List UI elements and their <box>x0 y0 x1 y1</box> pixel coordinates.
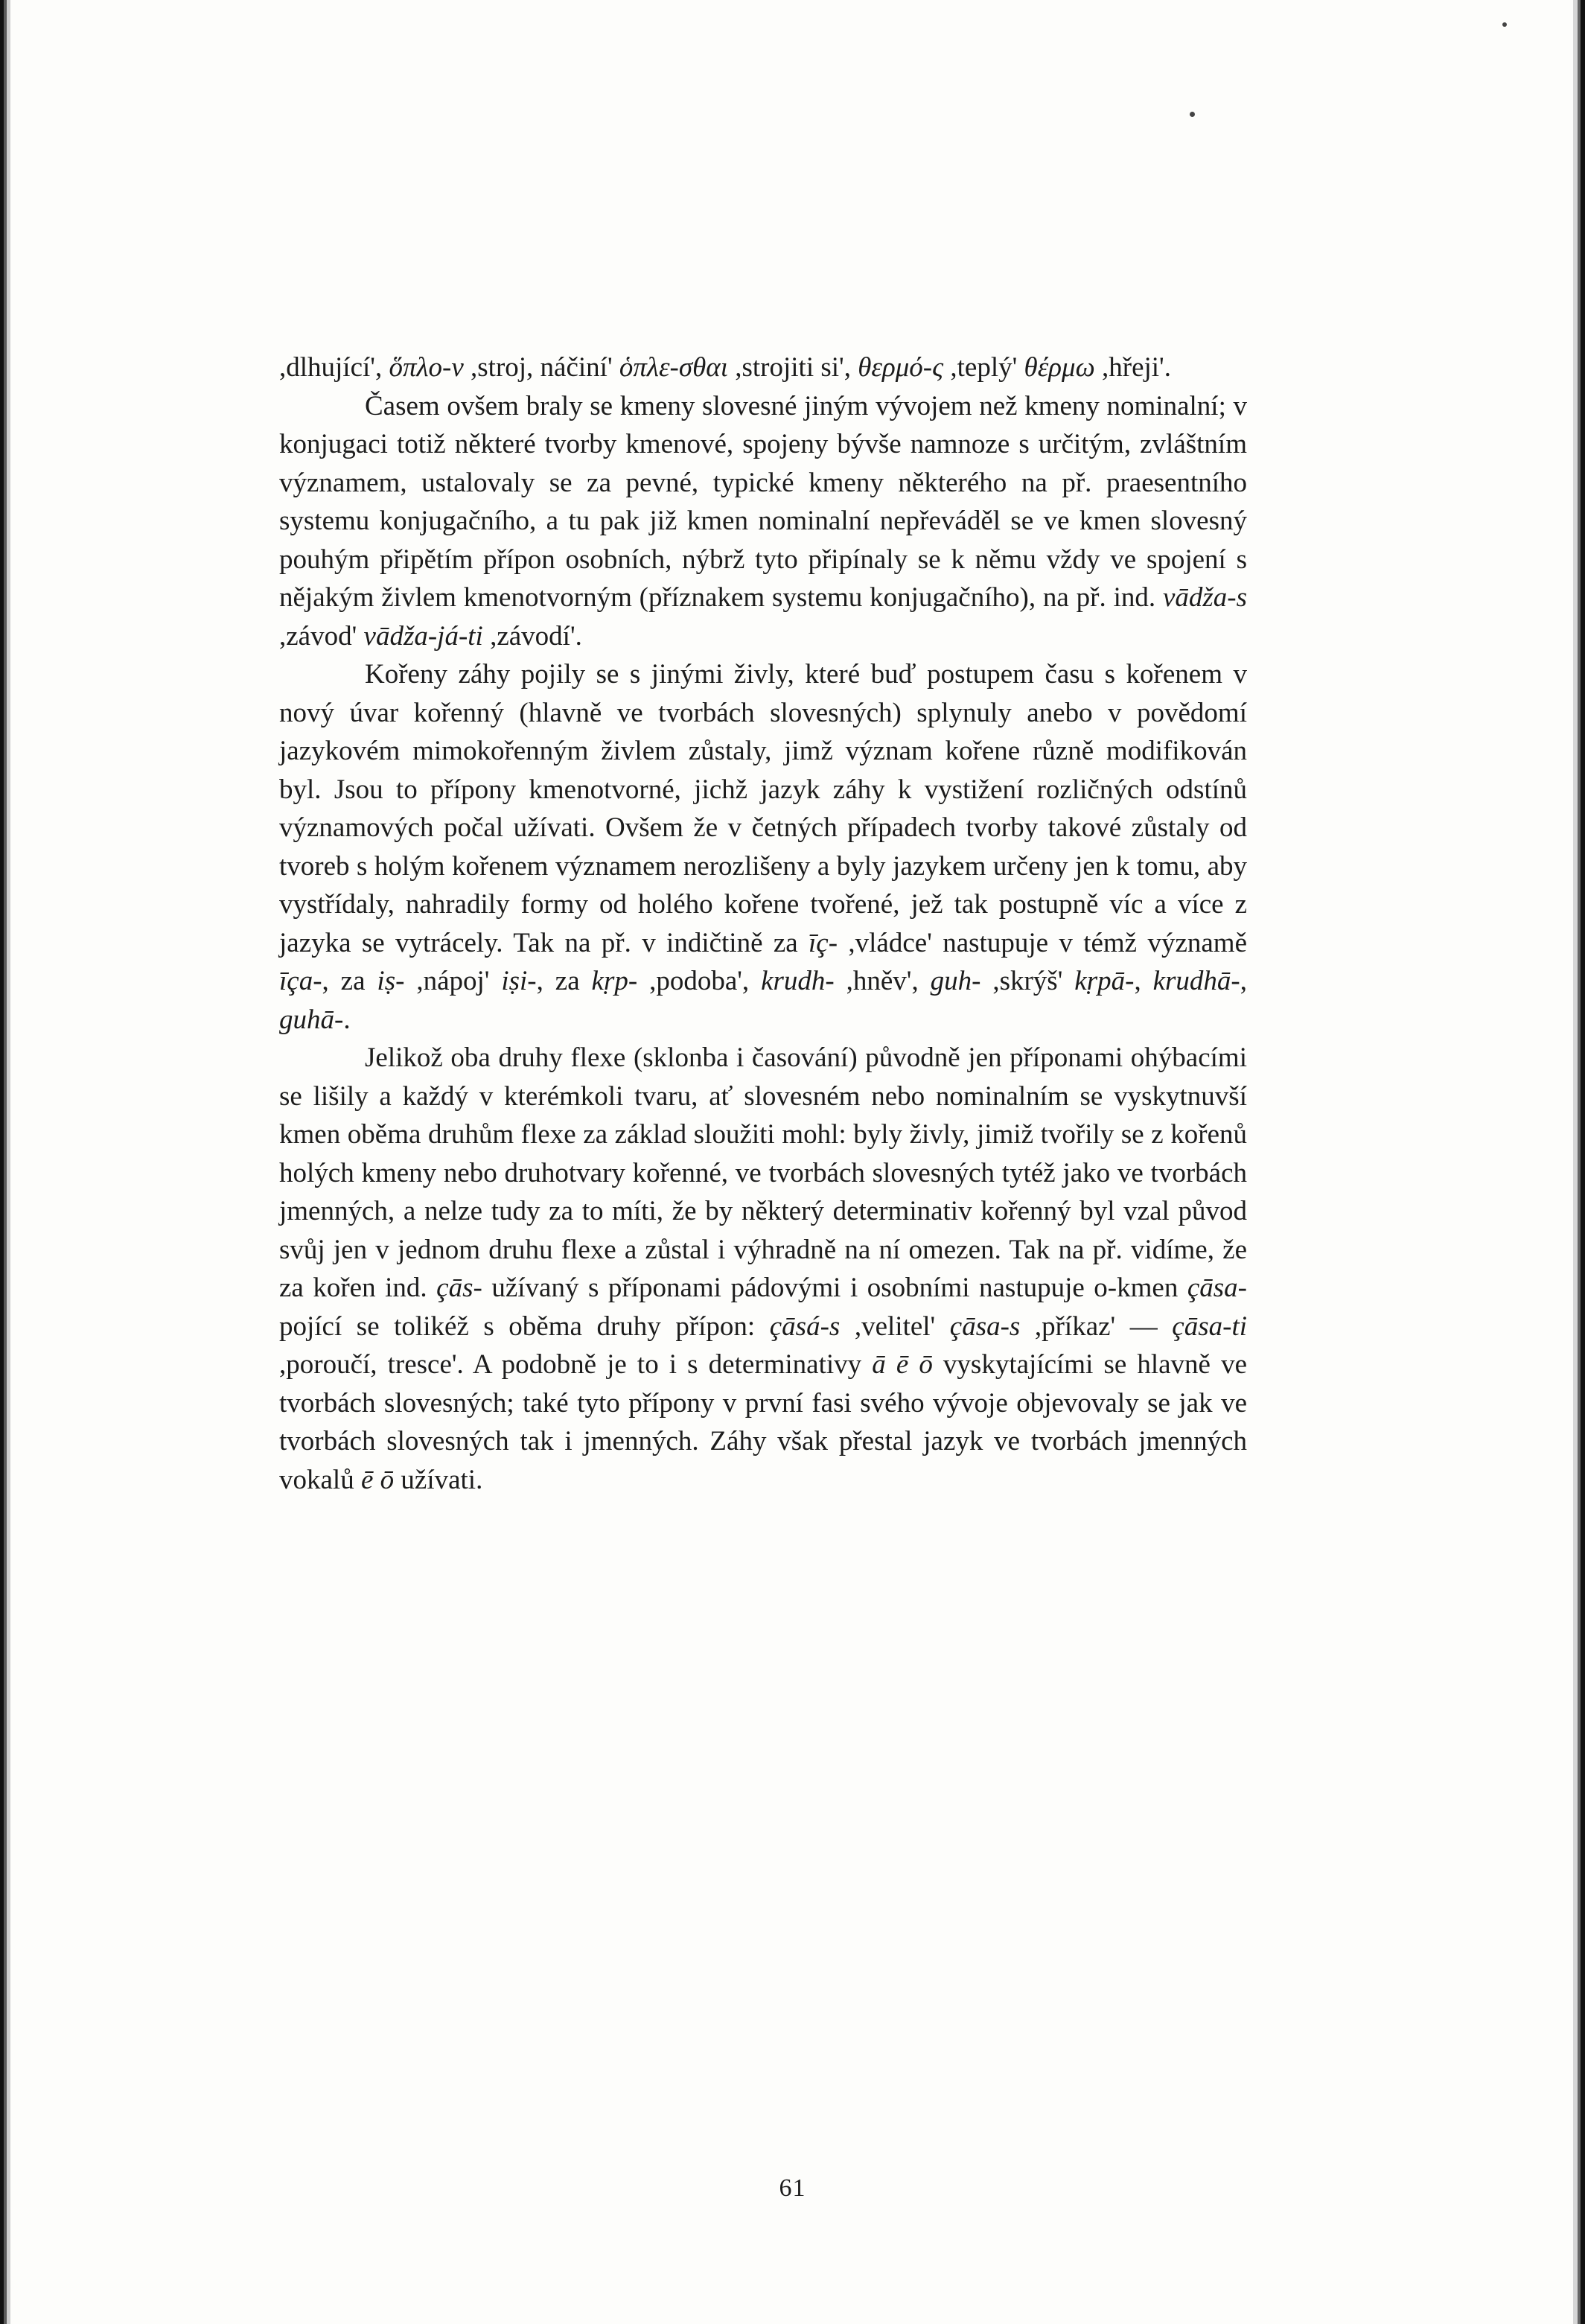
italic-term: ā ē ō <box>872 1349 933 1380</box>
paragraph: Jelikož oba druhy flexe (sklonba i časování) původně jen příponami ohýbacími se lišily a každý v kterémkoli tvaru, ať slovesném nebo nominalním se vyskytnuvší kmen oběma druhům flexe za základ sloužiti mohl: byly živly, jimiž tvořily se z kořenů holých kmeny nebo druhotvary kořenné, ve tvorbách slovesných tytéž jako ve tvorbách jmenných, a nelze tudy za to míti, že by některý determinativ kořenný byl vzal původ svůj jen v jednom druhu flexe a zůstal i výhradně na ní omezen. Tak na př. vidíme, že za kořen ind. çās- užívaný s příponami pádovými i osobními nastupuje o-kmen çāsa- pojící se tolikéž s oběma druhy přípon: çāsá-s ,velitel' çāsa-s ,příkaz' — çāsa-ti ,poroučí, tresce'. A podobně je to i s determinativy ā ē ō vyskytajícími se hlavně ve tvorbách slovesných; také tyto přípony v první fasi svého vývoje objevovaly se jak ve tvorbách slovesných tak i jmenných. Záhy však přestal jazyk ve tvorbách jmenných vokalů ē ō užívati. <box>279 1042 1247 1495</box>
italic-term: çāsa- <box>1187 1273 1247 1303</box>
body-text <box>279 348 1247 1499</box>
paragraph: ,dlhující', ὅπλο-ν ,stroj, náčiní' ὁπλε-σθαι ,strojiti si', θερμό-ς ,teplý' θέρμω ,hřeji'. <box>279 352 1171 383</box>
paragraph: Kořeny záhy pojily se s jinými živly, které buď postupem času s kořenem v nový úvar kořenný (hlavně ve tvorbách slovesných) splynuly anebo v povědomí jazykovém mimokořenným živlem zůstaly, jimž význam kořene různě modifikován byl. Jsou to přípony kmenotvorné, jichž jazyk záhy k vystižení rozličných odstínů významových počal užívati. Ovšem že v četných případech tvorby takové zůstaly od tvoreb s holým kořenem významem nerozlišeny a byly jazykem určeny jen k tomu, aby vystřídaly, nahradily formy od holého kořene tvořené, jež tak postupně víc a více z jazyka se vytrácely. Tak na př. v indičtině za īç- ,vládce' nastupuje v témž významě īça-, za iṣ- ,nápoj' iṣi-, za kṛp- ,podoba', krudh- ,hněv', guh- ,skrýš' kṛpā-, krudhā-, guhā-. <box>279 659 1247 1035</box>
italic-term: kṛpā- <box>1074 966 1135 996</box>
italic-term: çāsá-s <box>769 1311 841 1342</box>
scan-edge-left <box>0 0 10 2324</box>
italic-term: ὁπλε-σθαι <box>619 352 728 383</box>
italic-term: çāsa-ti <box>1172 1311 1247 1342</box>
italic-term: guhā- <box>279 1004 344 1035</box>
page-number: 61 <box>779 2174 806 2202</box>
italic-term: çās- <box>436 1273 482 1303</box>
italic-term: çāsa-s <box>949 1311 1021 1342</box>
italic-term: vādža-s <box>1162 582 1247 613</box>
italic-term: krudh- <box>761 966 835 996</box>
scan-speck <box>1502 22 1507 27</box>
italic-term: īç- <box>809 927 838 958</box>
italic-term: ὅπλο-ν <box>389 352 464 383</box>
italic-term: ē ō <box>360 1464 395 1495</box>
italic-term: iṣi- <box>501 966 537 996</box>
scan-edge-right <box>1573 0 1585 2324</box>
italic-term: iṣ- <box>377 966 405 996</box>
paragraph: Časem ovšem braly se kmeny slovesné jiným vývojem než kmeny nominalní; v konjugaci totiž některé tvorby kmenové, spojeny bývše namnoze s určitým, zvláštním významem, ustalovaly se za pevné, typické kmeny některého na př. praesentního systemu konjugačního, a tu pak již kmen nominalní nepřeváděl se ve kmen slovesný pouhým připětím přípon osobních, nýbrž tyto připínaly se k němu vždy ve spojení s nějakým živlem kmenotvorným (příznakem systemu konjugačního), na př. ind. vādža-s ,závod' vādža-já-ti ,závodí'. <box>279 390 1247 652</box>
italic-term: krudhā- <box>1152 966 1240 996</box>
italic-term: īça- <box>279 966 322 996</box>
italic-term: θερμό-ς <box>858 352 944 383</box>
italic-term: kṛp- <box>591 966 638 996</box>
italic-term: guh- <box>930 966 981 996</box>
italic-term: θέρμω <box>1024 352 1095 383</box>
italic-term: vādža-já-ti <box>363 620 483 652</box>
scan-speck <box>1190 112 1195 117</box>
